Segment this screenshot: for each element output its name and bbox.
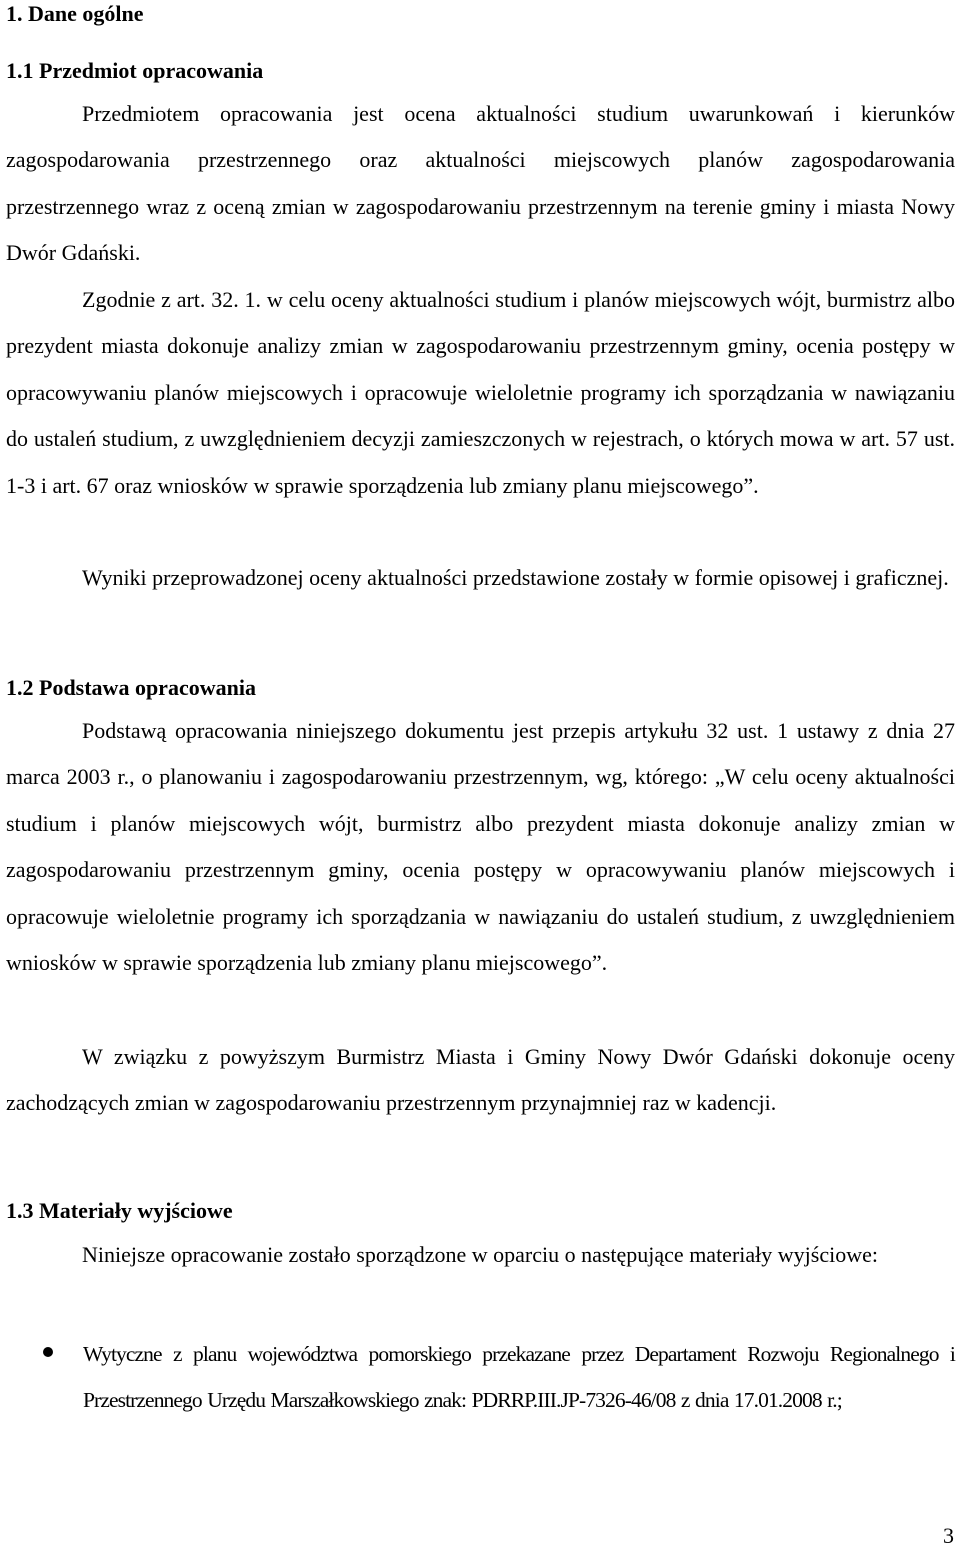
page-number: 3 bbox=[943, 1523, 954, 1548]
subsection-heading-1-2: 1.2 Podstawa opracowania bbox=[6, 675, 256, 700]
paragraph-subject: Przedmiotem opracowania jest ocena aktualności studium uwarunkowań i kierunków zagospodarowania przestrzennego oraz aktualności miejscowych planów zagospodarowania przestrzennego wraz z oceną zmian w zagospodarowaniu przestrzennym na terenie gminy i miasta Nowy Dwór Gdański. bbox=[6, 101, 955, 266]
list-item-text: Wytyczne z planu województwa pomorskiego przekazane przez Departament Rozwoju Regionalnego i Przestrzennego Urzędu Marszałkowskiego znak: PDRRP.III.JP-7326-46/08 z dnia 17.01.2008 r.; bbox=[83, 1342, 955, 1412]
section-heading: 1. Dane ogólne bbox=[6, 1, 144, 26]
paragraph-legal-basis-quote: Zgodnie z art. 32. 1. w celu oceny aktualności studium i planów miejscowych wójt, burmistrz albo prezydent miasta dokonuje analizy zmian w zagospodarowaniu przestrzennym gminy, ocenia postępy w opracowywaniu planów miejscowych i opracowuje wieloletnie programy ich sporządzania w nawiązaniu do ustaleń studium, z uwzględnieniem decyzji zamieszczonych w rejestrach, o których mowa w art. 57 ust. 1-3 i art. 67 oraz wniosków w sprawie sporządzenia lub zmiany planu miejscowego”. bbox=[6, 287, 955, 498]
subsection-heading-1-1: 1.1 Przedmiot opracowania bbox=[6, 58, 264, 83]
paragraph-mayor: W związku z powyższym Burmistrz Miasta i Gminy Nowy Dwór Gdański dokonuje oceny zachodzących zmian w zagospodarowaniu przestrzennym przynajmniej raz w kadencji. bbox=[6, 1044, 955, 1116]
subsection-heading-1-3: 1.3 Materiały wyjściowe bbox=[6, 1198, 233, 1223]
bullet-icon bbox=[43, 1347, 53, 1357]
paragraph-basis: Podstawą opracowania niniejszego dokumentu jest przepis artykułu 32 ust. 1 ustawy z dnia 27 marca 2003 r., o planowaniu i zagospodarowaniu przestrzennym, wg, którego: „W celu oceny aktualności studium i planów miejscowych wójt, burmistrz albo prezydent miasta dokonuje analizy zmian w zagospodarowaniu przestrzennym gminy, ocenia postępy w opracowywaniu planów miejscowych i opracowuje wieloletnie programy ich sporządzania w nawiązaniu do ustaleń studium, z uwzględnieniem wniosków w sprawie sporządzenia lub zmiany planu miejscowego”. bbox=[6, 718, 955, 976]
paragraph-materials-intro: Niniejsze opracowanie zostało sporządzone w oparciu o następujące materiały wyjściowe: bbox=[82, 1242, 878, 1267]
materials-list bbox=[0, 1331, 960, 1423]
paragraph-results: Wyniki przeprowadzonej oceny aktualności przedstawione zostały w formie opisowej i graficznej. bbox=[82, 565, 949, 590]
list-item bbox=[0, 1331, 955, 1423]
